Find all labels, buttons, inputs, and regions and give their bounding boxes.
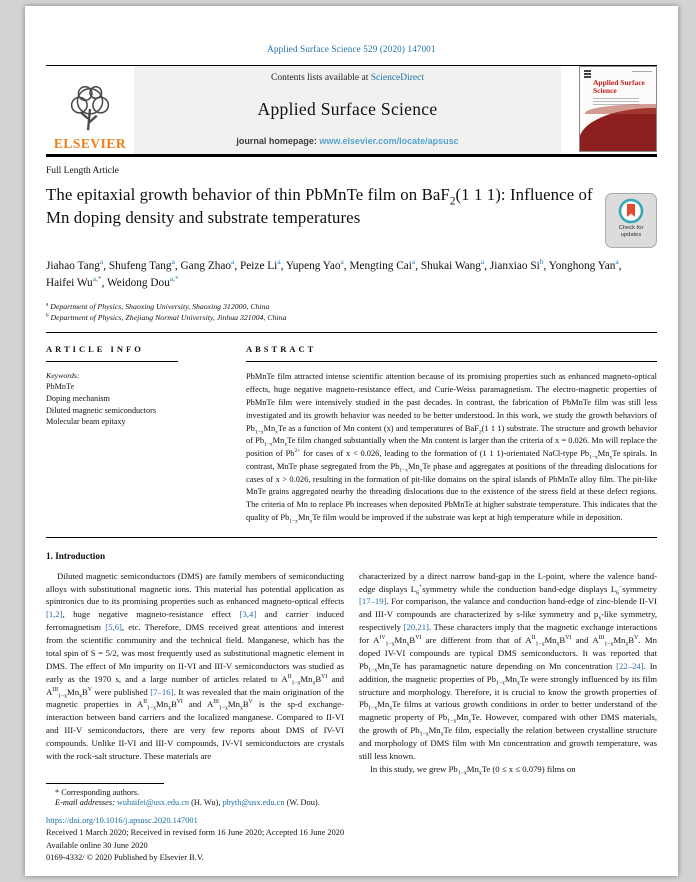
article-type-label: Full Length Article	[46, 166, 119, 176]
footnote-block	[46, 783, 657, 807]
email-line	[46, 798, 657, 807]
elsevier-tree-icon	[61, 80, 119, 138]
section-heading-introduction: 1. Introduction	[46, 550, 106, 561]
abstract-column	[246, 344, 657, 524]
email-name-dou: (W. Dou).	[284, 797, 320, 807]
citation-link[interactable]: [20,21]	[403, 622, 429, 633]
homepage-label: journal homepage:	[236, 136, 320, 146]
email-link-wu[interactable]: wuhaifei@usx.edu.cn	[116, 797, 190, 807]
elsevier-wordmark: ELSEVIER	[53, 136, 127, 151]
keyword: Diluted magnetic semiconductors	[46, 405, 157, 415]
author-list: Jiahao Tang$^a$, Shufeng Tang$^a$, Gang Zhao$^a$, Peize Li$^a$, Yupeng Yao$^a$, Mengting Cai$^a$, Shukai Wang$^a$, Jianxiao Si$^b$, Yonghong Yan$^a$, Haifei $Wu^{a,*}$, Weidong Dou$^{a,*}$	[46, 257, 622, 289]
citation-link[interactable]: [5,6]	[105, 622, 122, 633]
contents-line	[138, 73, 557, 83]
citation-link[interactable]: [3,4]	[239, 609, 257, 620]
contents-prefix: Contents lists available at	[270, 73, 371, 83]
body-paragraph: In this study, we grew $Pb_{1-x}Mn_xTe$ (0 ≤ x ≤ 0.079) films on	[370, 763, 576, 777]
email-link-dou[interactable]: phyth@usx.edu.cn	[222, 797, 285, 807]
keywords-label: Keywords:	[46, 371, 80, 381]
footnote-rule	[46, 783, 164, 784]
elsevier-logo[interactable]	[46, 66, 134, 154]
journal-ref-link[interactable]: Applied Surface Science 529 (2020) 147001	[267, 44, 436, 54]
check-updates-icon	[618, 198, 644, 224]
body-column-right	[359, 570, 657, 776]
affiliations	[46, 301, 657, 324]
keyword: PbMnTe	[46, 382, 75, 392]
doi-link[interactable]: https://doi.org/10.1016/j.apsusc.2020.147001	[46, 815, 198, 825]
body-column-left	[46, 570, 344, 776]
body-paragraph: characterized by a direct narrow band-gap in the L-point, where the valence band-edge displays $L_6^+symmetry$ while the conduction band-edge displays $L_6^-symmetry$ [17–19]. For comparison, the valance and conduction band-edge of zinc-blende II-VI and III-V compounds are characterized by s-like symmetry and $p_x$-like symmetry, respectively [20,21]. These characters imply that the magnetic exchange interactions for $A^{IV}_{1-x}Mn_xB^{VI}$ are different from that of $A^{II}_{1-x}Mn_xB^{VI}$ and $A^{III}_{1-x}Mn_xB^V$. Mn doped IV-VI compounds are typical DMS semiconductors. It was reported that $Pb_{1-x}Mn_xTe$ has paramagnetic nature depending on Mn concentration [22–24]. In addition, the magnetic properties of $Pb_{1-x}Mn_xTe$ were strongly influenced by its film structure and morphology. Therefore, it is crucial to know the growth properties of $Pb_{1-x}Mn_xTe$ films at various growth conditions in order to better understand of the magnetic property of $Pb_{1-x}Mn_xTe$. However, compared with other DMS materials, the growth of $Pb_{1-x}Mn_xTe$ film, especially the relation between crystalline structure and morphology of DMS film with Mn concentration and growth temperature, was still less known.	[359, 570, 658, 761]
affiliation: $^b$ Department of Physics, Zhejiang Normal University, Jinhua 321004, China	[46, 312, 287, 323]
body-paragraph: Diluted magnetic semiconductors (DMS) are family members of semiconducting alloys with substitutional magnetic ions. This material has potential application as spintronics due to its promising properties such as enhanced magneto-optical effects [1,2], huge negative magneto-resistance effect [3,4] and carrier induced ferromagnetism [5,6], etc. Therefore, DMS received great attentions and interest from the scientific community and the technical field. Manganese, which has the total spin of S = 5/2, was most frequently used as substitutional magnetic element in DMS. The effect of Mn impurity on II-VI and III-V semiconductors was studied as early as the 1970 s, and a large number of articles related to $A^{II}_{1-x}Mn_xB^{VI}$ and $A^{III}_{1-x}Mn_xB^V$ were published [7–16]. It was revealed that the main origination of the magnetic properties in $A^{II}_{1-x}Mn_xB^{VI}$ and $A^{III}_{1-x}Mn_xB^V$ is the sp-d exchange-interaction between band carriers and the localized manganese. Compared to II-VI and III-V semiconductors, there are very few reports about DMS of IV-VI compounds. Unlike II-VI and III-V compounds, IV-VI semiconductors are crystals with the rock-salt structure. These materials are	[46, 570, 344, 761]
journal-header-band	[46, 66, 657, 154]
homepage-line	[138, 136, 557, 146]
journal-name: Applied Surface Science	[257, 99, 438, 119]
body-columns	[46, 570, 657, 776]
info-abstract-bottom-rule	[46, 537, 657, 538]
journal-masthead	[134, 66, 561, 154]
corresponding-authors-note: * Corresponding authors.	[55, 787, 140, 797]
article-title: The epitaxial growth behavior of thin PbMnTe film on BaF$_2$(1 1 1): Influence of Mn doping density and substrate temperatures	[46, 185, 593, 228]
email-label: E-mail addresses:	[55, 797, 117, 807]
cover-artwork	[579, 108, 657, 152]
cover-title: Applied Surface Science	[593, 78, 645, 96]
keywords-list	[46, 381, 222, 428]
citation-link[interactable]: [22–24]	[616, 660, 644, 671]
homepage-url-link[interactable]: www.elsevier.com/locate/apsusc	[319, 136, 459, 146]
citation-link[interactable]: [17–19]	[359, 596, 387, 607]
issn-copyright-line: 0169-4332/ © 2020 Published by Elsevier B.V.	[46, 853, 204, 863]
footer-block	[46, 815, 657, 865]
article-info-heading: ARTICLE INFO	[46, 344, 178, 362]
affiliation: $^a$ Department of Physics, Shaoxing University, Shaoxing 312000, China	[46, 301, 270, 311]
sciencedirect-link[interactable]: ScienceDirect	[370, 73, 424, 83]
available-online-line: Available online 30 June 2020	[46, 840, 148, 850]
cover-cell	[561, 66, 657, 154]
article-info-column	[46, 344, 222, 524]
paper-sheet	[25, 6, 678, 876]
citation-link[interactable]: [1,2]	[46, 609, 63, 620]
cover-publisher-mark-icon	[584, 70, 591, 78]
check-updates-label: Check for updates	[618, 225, 644, 238]
journal-cover-thumbnail[interactable]	[579, 66, 657, 152]
email-name-wu: (H. Wu),	[189, 797, 223, 807]
abstract-text: PbMnTe film attracted intense scientific attention because of its promising properties such as enhanced magneto-optical effects, huge negative magneto-resistance effect, and Curie-Weiss paramagnetism. The electro-magnetic properties of PbMnTe film were intensively studied in the past decades. In contrast, the fabrication of PbMnTe film was still less investigated and its growth behavior was needed to be better understood. In this work, we study the growth behaviors of $Pb_{1-x}Mn_xTe$ as a function of Mn content (x) and temperatures of BaF$_2$(1 1 1) substrate. The structure and growth behavior of $Pb_{1-x}Mn_xTe$ film changed substantially when the Mn content is larger than the criteria of x = 0.026. Mn will replace the position of $Pb^{2+}$ for cases of x < 0.026, leading to the formation of (1 1 1)-orientated NaCl-type $Pb_{1-x}Mn_xTe$ spirals. In contrast, MnTe phase segregated from the $Pb_{1-x}Mn_xTe$ phase and aggregates at positions of the threading dislocations for cases of x > 0.026, resulting in the formation of pit-like domains on the spiral islands of PbMnTe alloy film. The pit-like MnTe grains aggregated nearby the threading dislocations due to the existence of the stress field at these defect regions. The criteria of Mn to replace Pb increases when deposited PbMnTe at higher substrate temperature. This indicates that the quality of $Pb_{1-x}Mn_xTe$ film would be improved if the substrate was kept at high temperature while in deposition.	[246, 372, 658, 525]
keyword: Molecular beam epitaxy	[46, 417, 126, 427]
received-dates-line: Received 1 March 2020; Received in revised form 16 June 2020; Accepted 16 June 2020	[46, 828, 345, 838]
citation-link[interactable]: [7–16]	[150, 686, 174, 697]
abstract-heading: ABSTRACT	[246, 344, 657, 362]
header-bottom-rule	[46, 154, 657, 157]
cover-issn-line	[632, 71, 652, 72]
check-for-updates-badge[interactable]	[605, 193, 657, 248]
keyword: Doping mechanism	[46, 394, 110, 404]
info-abstract-section	[46, 333, 657, 536]
